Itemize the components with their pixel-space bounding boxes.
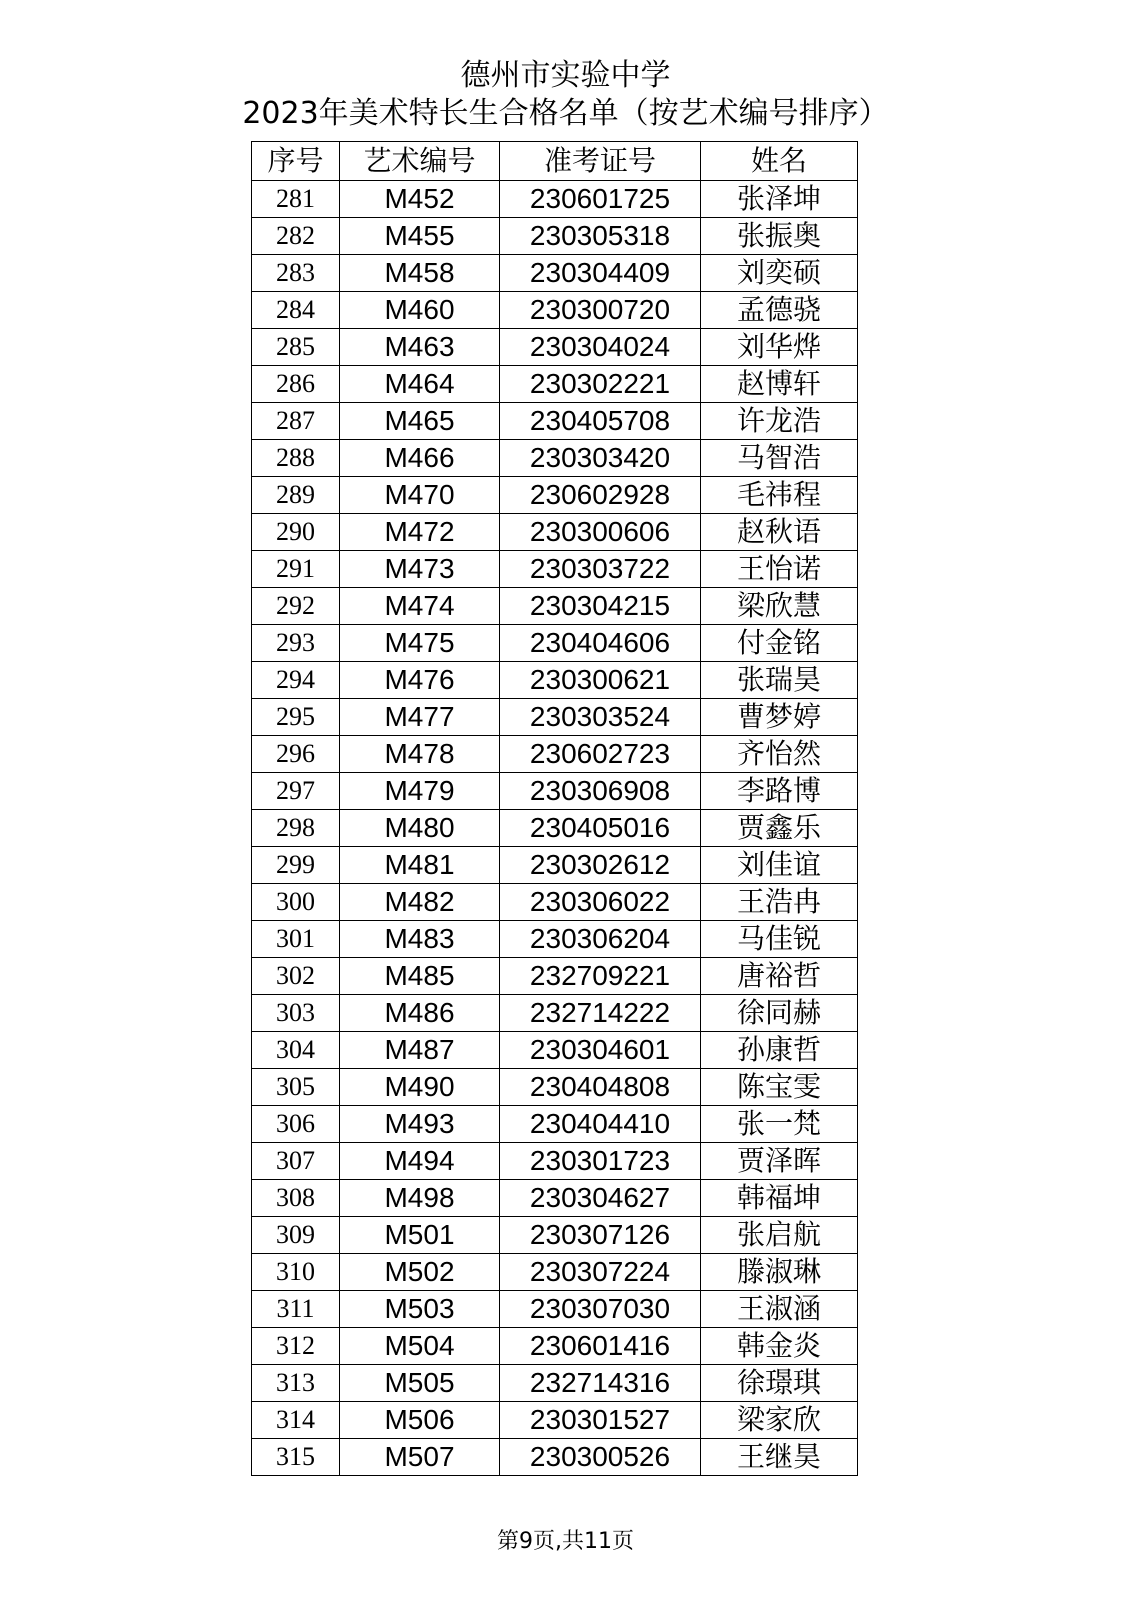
row-seq-cell: 292: [252, 588, 340, 625]
row-art-number-cell: M483: [340, 921, 500, 958]
row-seq-cell: 295: [252, 699, 340, 736]
row-exam-number-cell: 230405016: [500, 810, 701, 847]
row-seq-cell: 310: [252, 1254, 340, 1291]
row-art-number-cell: M493: [340, 1106, 500, 1143]
table-row: [252, 1106, 858, 1143]
row-name-cell: 曹梦婷: [701, 699, 858, 736]
row-exam-number-cell: 230307030: [500, 1291, 701, 1328]
row-exam-number-cell: 230304627: [500, 1180, 701, 1217]
table-row: [252, 1069, 858, 1106]
row-art-number-cell: M463: [340, 329, 500, 366]
row-seq-cell: 285: [252, 329, 340, 366]
row-art-number-cell: M478: [340, 736, 500, 773]
table-row: [252, 1217, 858, 1254]
table-row: [252, 181, 858, 218]
row-exam-number-cell: 232714222: [500, 995, 701, 1032]
row-seq-cell: 281: [252, 181, 340, 218]
row-exam-number-cell: 230306204: [500, 921, 701, 958]
row-name-cell: 刘华烨: [701, 329, 858, 366]
table-row: [252, 1439, 858, 1476]
row-art-number-cell: M477: [340, 699, 500, 736]
row-seq-cell: 289: [252, 477, 340, 514]
table-row: [252, 403, 858, 440]
row-name-cell: 刘奕硕: [701, 255, 858, 292]
row-name-cell: 韩福坤: [701, 1180, 858, 1217]
row-seq-cell: 283: [252, 255, 340, 292]
table-row: [252, 625, 858, 662]
row-art-number-cell: M476: [340, 662, 500, 699]
row-seq-cell: 307: [252, 1143, 340, 1180]
row-exam-number-cell: 232709221: [500, 958, 701, 995]
row-name-cell: 贾泽晖: [701, 1143, 858, 1180]
row-name-cell: 付金铭: [701, 625, 858, 662]
row-name-cell: 张瑞昊: [701, 662, 858, 699]
table-row: [252, 995, 858, 1032]
row-art-number-cell: M487: [340, 1032, 500, 1069]
row-art-number-cell: M452: [340, 181, 500, 218]
row-exam-number-cell: 230301527: [500, 1402, 701, 1439]
row-art-number-cell: M472: [340, 514, 500, 551]
row-exam-number-cell: 230601416: [500, 1328, 701, 1365]
row-name-cell: 徐同赫: [701, 995, 858, 1032]
row-name-cell: 王淑涵: [701, 1291, 858, 1328]
table-row: [252, 588, 858, 625]
document-title: 德州市实验中学: [460, 58, 671, 93]
document-subtitle: 2023年美术特长生合格名单（按艺术编号排序）: [242, 96, 889, 131]
row-exam-number-cell: 230300621: [500, 662, 701, 699]
row-seq-cell: 308: [252, 1180, 340, 1217]
table-row: [252, 773, 858, 810]
row-art-number-cell: M475: [340, 625, 500, 662]
row-seq-cell: 306: [252, 1106, 340, 1143]
row-seq-cell: 303: [252, 995, 340, 1032]
row-exam-number-cell: 230303420: [500, 440, 701, 477]
row-seq-cell: 288: [252, 440, 340, 477]
table-row: [252, 662, 858, 699]
table-row: [252, 958, 858, 995]
row-art-number-cell: M470: [340, 477, 500, 514]
row-seq-cell: 284: [252, 292, 340, 329]
table-row: [252, 292, 858, 329]
row-exam-number-cell: 230303722: [500, 551, 701, 588]
row-name-cell: 马佳锐: [701, 921, 858, 958]
row-exam-number-cell: 230304601: [500, 1032, 701, 1069]
row-art-number-cell: M498: [340, 1180, 500, 1217]
row-exam-number-cell: 230405708: [500, 403, 701, 440]
row-art-number-cell: M505: [340, 1365, 500, 1402]
row-art-number-cell: M507: [340, 1439, 500, 1476]
table-row: [252, 1365, 858, 1402]
header-seq: 序号: [252, 142, 340, 181]
header-art-number: 艺术编号: [340, 142, 500, 181]
row-art-number-cell: M465: [340, 403, 500, 440]
table-row: [252, 329, 858, 366]
row-name-cell: 王怡诺: [701, 551, 858, 588]
table-row: [252, 884, 858, 921]
row-seq-cell: 301: [252, 921, 340, 958]
row-exam-number-cell: 230404808: [500, 1069, 701, 1106]
row-exam-number-cell: 230303524: [500, 699, 701, 736]
row-seq-cell: 312: [252, 1328, 340, 1365]
table-row: [252, 736, 858, 773]
row-seq-cell: 282: [252, 218, 340, 255]
row-exam-number-cell: 230301723: [500, 1143, 701, 1180]
row-seq-cell: 298: [252, 810, 340, 847]
row-seq-cell: 287: [252, 403, 340, 440]
row-name-cell: 孟德骁: [701, 292, 858, 329]
row-seq-cell: 304: [252, 1032, 340, 1069]
row-seq-cell: 302: [252, 958, 340, 995]
row-exam-number-cell: 230305318: [500, 218, 701, 255]
row-name-cell: 张振奥: [701, 218, 858, 255]
row-seq-cell: 313: [252, 1365, 340, 1402]
table-row: [252, 1254, 858, 1291]
row-art-number-cell: M466: [340, 440, 500, 477]
row-art-number-cell: M474: [340, 588, 500, 625]
row-name-cell: 马智浩: [701, 440, 858, 477]
row-art-number-cell: M455: [340, 218, 500, 255]
table-row: [252, 810, 858, 847]
table-row: [252, 366, 858, 403]
row-art-number-cell: M494: [340, 1143, 500, 1180]
row-name-cell: 贾鑫乐: [701, 810, 858, 847]
table-row: [252, 1402, 858, 1439]
row-art-number-cell: M481: [340, 847, 500, 884]
row-seq-cell: 297: [252, 773, 340, 810]
row-seq-cell: 296: [252, 736, 340, 773]
table-row: [252, 218, 858, 255]
table-row: [252, 1180, 858, 1217]
row-name-cell: 赵博轩: [701, 366, 858, 403]
row-seq-cell: 311: [252, 1291, 340, 1328]
row-exam-number-cell: 230602928: [500, 477, 701, 514]
page-footer: 第9页,共11页: [497, 1529, 634, 1554]
row-art-number-cell: M464: [340, 366, 500, 403]
row-exam-number-cell: 230602723: [500, 736, 701, 773]
row-exam-number-cell: 230302221: [500, 366, 701, 403]
table-row: [252, 440, 858, 477]
row-name-cell: 张启航: [701, 1217, 858, 1254]
row-exam-number-cell: 230306022: [500, 884, 701, 921]
row-art-number-cell: M480: [340, 810, 500, 847]
row-seq-cell: 294: [252, 662, 340, 699]
row-art-number-cell: M501: [340, 1217, 500, 1254]
row-seq-cell: 300: [252, 884, 340, 921]
row-exam-number-cell: 230304215: [500, 588, 701, 625]
qualified-students-table: [251, 141, 858, 1476]
row-art-number-cell: M458: [340, 255, 500, 292]
table-row: [252, 1032, 858, 1069]
row-art-number-cell: M479: [340, 773, 500, 810]
row-name-cell: 陈宝雯: [701, 1069, 858, 1106]
row-art-number-cell: M486: [340, 995, 500, 1032]
row-name-cell: 张泽坤: [701, 181, 858, 218]
row-seq-cell: 291: [252, 551, 340, 588]
row-art-number-cell: M504: [340, 1328, 500, 1365]
row-seq-cell: 293: [252, 625, 340, 662]
row-exam-number-cell: 232714316: [500, 1365, 701, 1402]
row-name-cell: 刘佳谊: [701, 847, 858, 884]
row-seq-cell: 299: [252, 847, 340, 884]
row-seq-cell: 305: [252, 1069, 340, 1106]
row-seq-cell: 290: [252, 514, 340, 551]
row-art-number-cell: M482: [340, 884, 500, 921]
row-name-cell: 李路博: [701, 773, 858, 810]
table-row: [252, 477, 858, 514]
row-seq-cell: 315: [252, 1439, 340, 1476]
table-row: [252, 514, 858, 551]
table-row: [252, 847, 858, 884]
table-body: [252, 181, 858, 1476]
header-name: 姓名: [701, 142, 858, 181]
table-row: [252, 551, 858, 588]
table-row: [252, 255, 858, 292]
row-name-cell: 韩金炎: [701, 1328, 858, 1365]
row-exam-number-cell: 230304409: [500, 255, 701, 292]
row-seq-cell: 314: [252, 1402, 340, 1439]
header-exam-number: 准考证号: [500, 142, 701, 181]
table-row: [252, 921, 858, 958]
row-art-number-cell: M503: [340, 1291, 500, 1328]
row-art-number-cell: M502: [340, 1254, 500, 1291]
row-exam-number-cell: 230300526: [500, 1439, 701, 1476]
table-row: [252, 1291, 858, 1328]
row-art-number-cell: M460: [340, 292, 500, 329]
row-art-number-cell: M485: [340, 958, 500, 995]
row-art-number-cell: M490: [340, 1069, 500, 1106]
row-name-cell: 赵秋语: [701, 514, 858, 551]
row-name-cell: 滕淑琳: [701, 1254, 858, 1291]
row-exam-number-cell: 230300606: [500, 514, 701, 551]
row-exam-number-cell: 230307224: [500, 1254, 701, 1291]
row-exam-number-cell: 230307126: [500, 1217, 701, 1254]
table-row: [252, 699, 858, 736]
row-exam-number-cell: 230404410: [500, 1106, 701, 1143]
row-name-cell: 王继昊: [701, 1439, 858, 1476]
row-art-number-cell: M473: [340, 551, 500, 588]
row-name-cell: 孙康哲: [701, 1032, 858, 1069]
row-exam-number-cell: 230302612: [500, 847, 701, 884]
row-exam-number-cell: 230601725: [500, 181, 701, 218]
table-header-row: [252, 142, 858, 181]
row-name-cell: 张一梵: [701, 1106, 858, 1143]
table-row: [252, 1143, 858, 1180]
row-name-cell: 齐怡然: [701, 736, 858, 773]
row-name-cell: 梁家欣: [701, 1402, 858, 1439]
row-art-number-cell: M506: [340, 1402, 500, 1439]
row-name-cell: 梁欣慧: [701, 588, 858, 625]
row-exam-number-cell: 230404606: [500, 625, 701, 662]
row-exam-number-cell: 230306908: [500, 773, 701, 810]
row-exam-number-cell: 230304024: [500, 329, 701, 366]
row-name-cell: 徐璟琪: [701, 1365, 858, 1402]
row-name-cell: 毛祎程: [701, 477, 858, 514]
row-name-cell: 王浩冉: [701, 884, 858, 921]
row-name-cell: 唐裕哲: [701, 958, 858, 995]
row-seq-cell: 309: [252, 1217, 340, 1254]
row-exam-number-cell: 230300720: [500, 292, 701, 329]
row-seq-cell: 286: [252, 366, 340, 403]
row-name-cell: 许龙浩: [701, 403, 858, 440]
table-row: [252, 1328, 858, 1365]
